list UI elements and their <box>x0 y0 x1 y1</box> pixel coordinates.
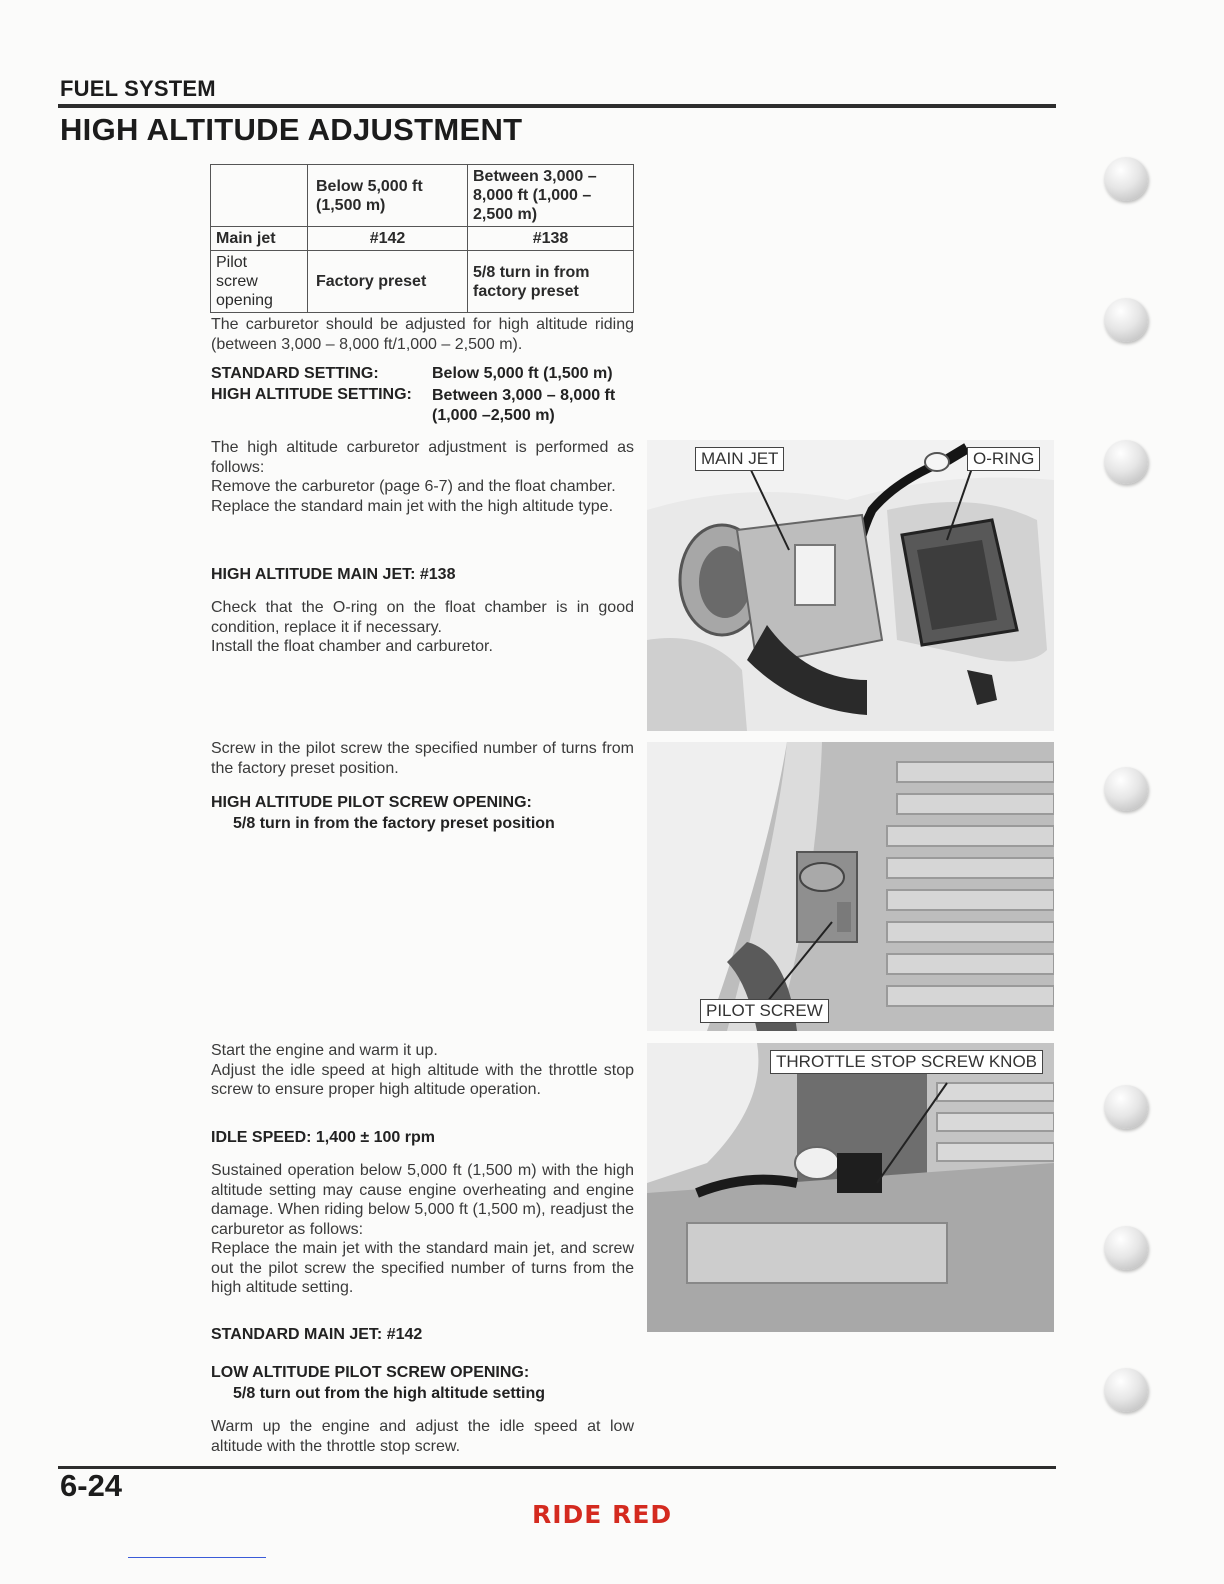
table-row <box>211 251 634 313</box>
procedure-step: Adjust the idle speed at high altitude with the throttle stop screw to ensure proper high altitude operation. <box>211 1061 634 1098</box>
o-ring-callout: O-RING <box>967 447 1040 471</box>
procedure-step: Remove the carburetor (page 6-7) and the float chamber. <box>211 478 616 495</box>
main-jet-spec: HIGH ALTITUDE MAIN JET: #138 <box>211 566 456 583</box>
high-setting-value: Between 3,000 – 8,000 ft (1,000 –2,500 m) <box>432 387 616 424</box>
procedure-block <box>211 438 634 516</box>
low-pilot-value: 5/8 turn out from the high altitude setting <box>233 1385 545 1402</box>
carburetor-photo-illustration <box>647 440 1054 731</box>
binder-hole <box>1104 767 1148 811</box>
table-header-row <box>211 165 634 227</box>
check-block <box>211 598 634 657</box>
procedure-step: Check that the O-ring on the float chamber is in good condition, replace it if necessary. <box>211 599 634 636</box>
low-pilot-heading: LOW ALTITUDE PILOT SCREW OPENING: <box>211 1364 530 1381</box>
intro-paragraph: The carburetor should be adjusted for high altitude riding (between 3,000 – 8,000 ft/1,000 – 2,500 m). <box>211 316 634 353</box>
standard-setting-label: STANDARD SETTING: <box>211 365 379 382</box>
carburetor-main-jet-photo <box>647 440 1054 731</box>
throttle-stop-screw-photo <box>647 1043 1054 1332</box>
column-header-high-altitude: Between 3,000 – 8,000 ft (1,000 – 2,500 m) <box>468 165 634 227</box>
section-label: FUEL SYSTEM <box>60 76 216 101</box>
high-setting-label: HIGH ALTITUDE SETTING: <box>211 386 412 403</box>
cell-high-value: #138 <box>468 227 634 251</box>
binder-hole <box>1104 440 1148 484</box>
throttle-stop-screw-knob-callout: THROTTLE STOP SCREW KNOB <box>770 1050 1043 1074</box>
warm-up-paragraph: Warm up the engine and adjust the idle speed at low altitude with the throttle stop screw. <box>211 1418 634 1455</box>
binder-hole <box>1104 1368 1148 1412</box>
footer-rule <box>58 1466 1056 1469</box>
brand-logo: RIDE RED <box>532 1500 673 1529</box>
pilot-intro: Screw in the pilot screw the specified number of turns from the factory preset position. <box>211 740 634 777</box>
pilot-spec-heading: HIGH ALTITUDE PILOT SCREW OPENING: <box>211 794 532 811</box>
binder-hole <box>1104 298 1148 342</box>
cell-standard-value: #142 <box>308 227 468 251</box>
altitude-spec-table <box>210 164 634 313</box>
column-header-standard: Below 5,000 ft (1,500 m) <box>308 165 468 227</box>
standard-setting-value: Below 5,000 ft (1,500 m) <box>432 365 613 382</box>
procedure-step: The high altitude carburetor adjustment is performed as follows: <box>211 439 634 476</box>
standard-main-jet-spec: STANDARD MAIN JET: #142 <box>211 1326 423 1343</box>
throttle-photo-illustration <box>647 1043 1054 1332</box>
start-block <box>211 1041 634 1100</box>
procedure-step: Start the engine and warm it up. <box>211 1042 438 1059</box>
procedure-step: Sustained operation below 5,000 ft (1,500 m) with the high altitude setting may cause engine overheating and engine damage. When riding below 5,000 ft (1,500 m), readjust the carburetor as follows: <box>211 1162 634 1238</box>
main-jet-callout: MAIN JET <box>695 447 784 471</box>
procedure-step: Replace the standard main jet with the high altitude type. <box>211 497 614 515</box>
row-label: Main jet <box>211 227 308 251</box>
procedure-step: Replace the main jet with the standard main jet, and screw out the pilot screw the specified number of turns from the high altitude setting. <box>211 1240 634 1296</box>
idle-speed-spec: IDLE SPEED: 1,400 ± 100 rpm <box>211 1129 435 1146</box>
pilot-screw-photo <box>647 742 1054 1031</box>
sustained-block <box>211 1161 634 1298</box>
pilot-spec-value: 5/8 turn in from the factory preset position <box>233 815 555 832</box>
pilot-screw-callout: PILOT SCREW <box>700 999 829 1023</box>
binder-hole <box>1104 157 1148 201</box>
page-number: 6-24 <box>60 1468 123 1503</box>
header-rule <box>58 104 1056 108</box>
binder-hole <box>1104 1085 1148 1129</box>
binder-hole <box>1104 1226 1148 1270</box>
footer-link-line <box>128 1557 266 1558</box>
table-corner-cell <box>211 165 308 227</box>
engine-photo-illustration <box>647 742 1054 1031</box>
table-row <box>211 227 634 251</box>
row-label: Pilot screw opening <box>211 251 308 313</box>
procedure-step: Install the float chamber and carburetor. <box>211 638 493 655</box>
cell-standard-value: Factory preset <box>308 251 468 313</box>
cell-high-value: 5/8 turn in from factory preset <box>468 251 634 313</box>
page-title: HIGH ALTITUDE ADJUSTMENT <box>60 112 523 147</box>
